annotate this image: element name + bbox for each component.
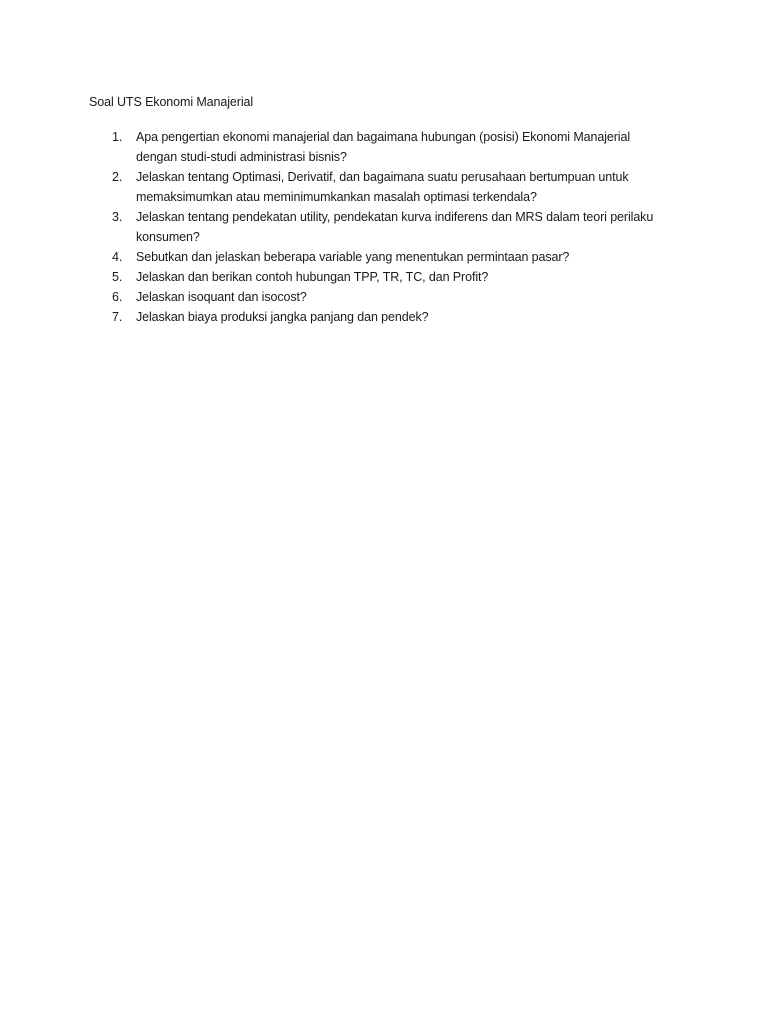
question-item [0, 307, 768, 327]
question-number: 3. [112, 210, 123, 224]
question-text-line: memaksimumkan atau meminimumkankan masalah optimasi terkendala? [136, 190, 537, 204]
question-text-line: Jelaskan isoquant dan isocost? [136, 290, 307, 304]
question-item [0, 267, 768, 287]
question-number: 7. [112, 310, 123, 324]
question-text-line: dengan studi-studi administrasi bisnis? [136, 150, 347, 164]
question-text-line: Jelaskan tentang Optimasi, Derivatif, dan bagaimana suatu perusahaan bertumpuan untuk [136, 170, 629, 184]
question-text-line: Jelaskan tentang pendekatan utility, pendekatan kurva indiferens dan MRS dalam teori perilaku [136, 210, 654, 224]
question-item [0, 287, 768, 307]
question-number: 1. [112, 130, 123, 144]
question-list [0, 127, 768, 327]
question-number: 2. [112, 170, 123, 184]
question-number: 6. [112, 290, 123, 304]
question-item [0, 167, 768, 207]
question-number: 4. [112, 250, 123, 264]
question-text-line: konsumen? [136, 230, 200, 244]
question-item [0, 247, 768, 267]
question-text-line: Apa pengertian ekonomi manajerial dan bagaimana hubungan (posisi) Ekonomi Manajerial [136, 130, 630, 144]
question-item [0, 207, 768, 247]
question-number: 5. [112, 270, 123, 284]
document-title: Soal UTS Ekonomi Manajerial [89, 95, 254, 109]
question-item [0, 127, 768, 167]
question-text-line: Sebutkan dan jelaskan beberapa variable yang menentukan permintaan pasar? [136, 250, 570, 264]
question-text-line: Jelaskan biaya produksi jangka panjang dan pendek? [136, 310, 429, 324]
question-text-line: Jelaskan dan berikan contoh hubungan TPP, TR, TC, dan Profit? [136, 270, 489, 284]
